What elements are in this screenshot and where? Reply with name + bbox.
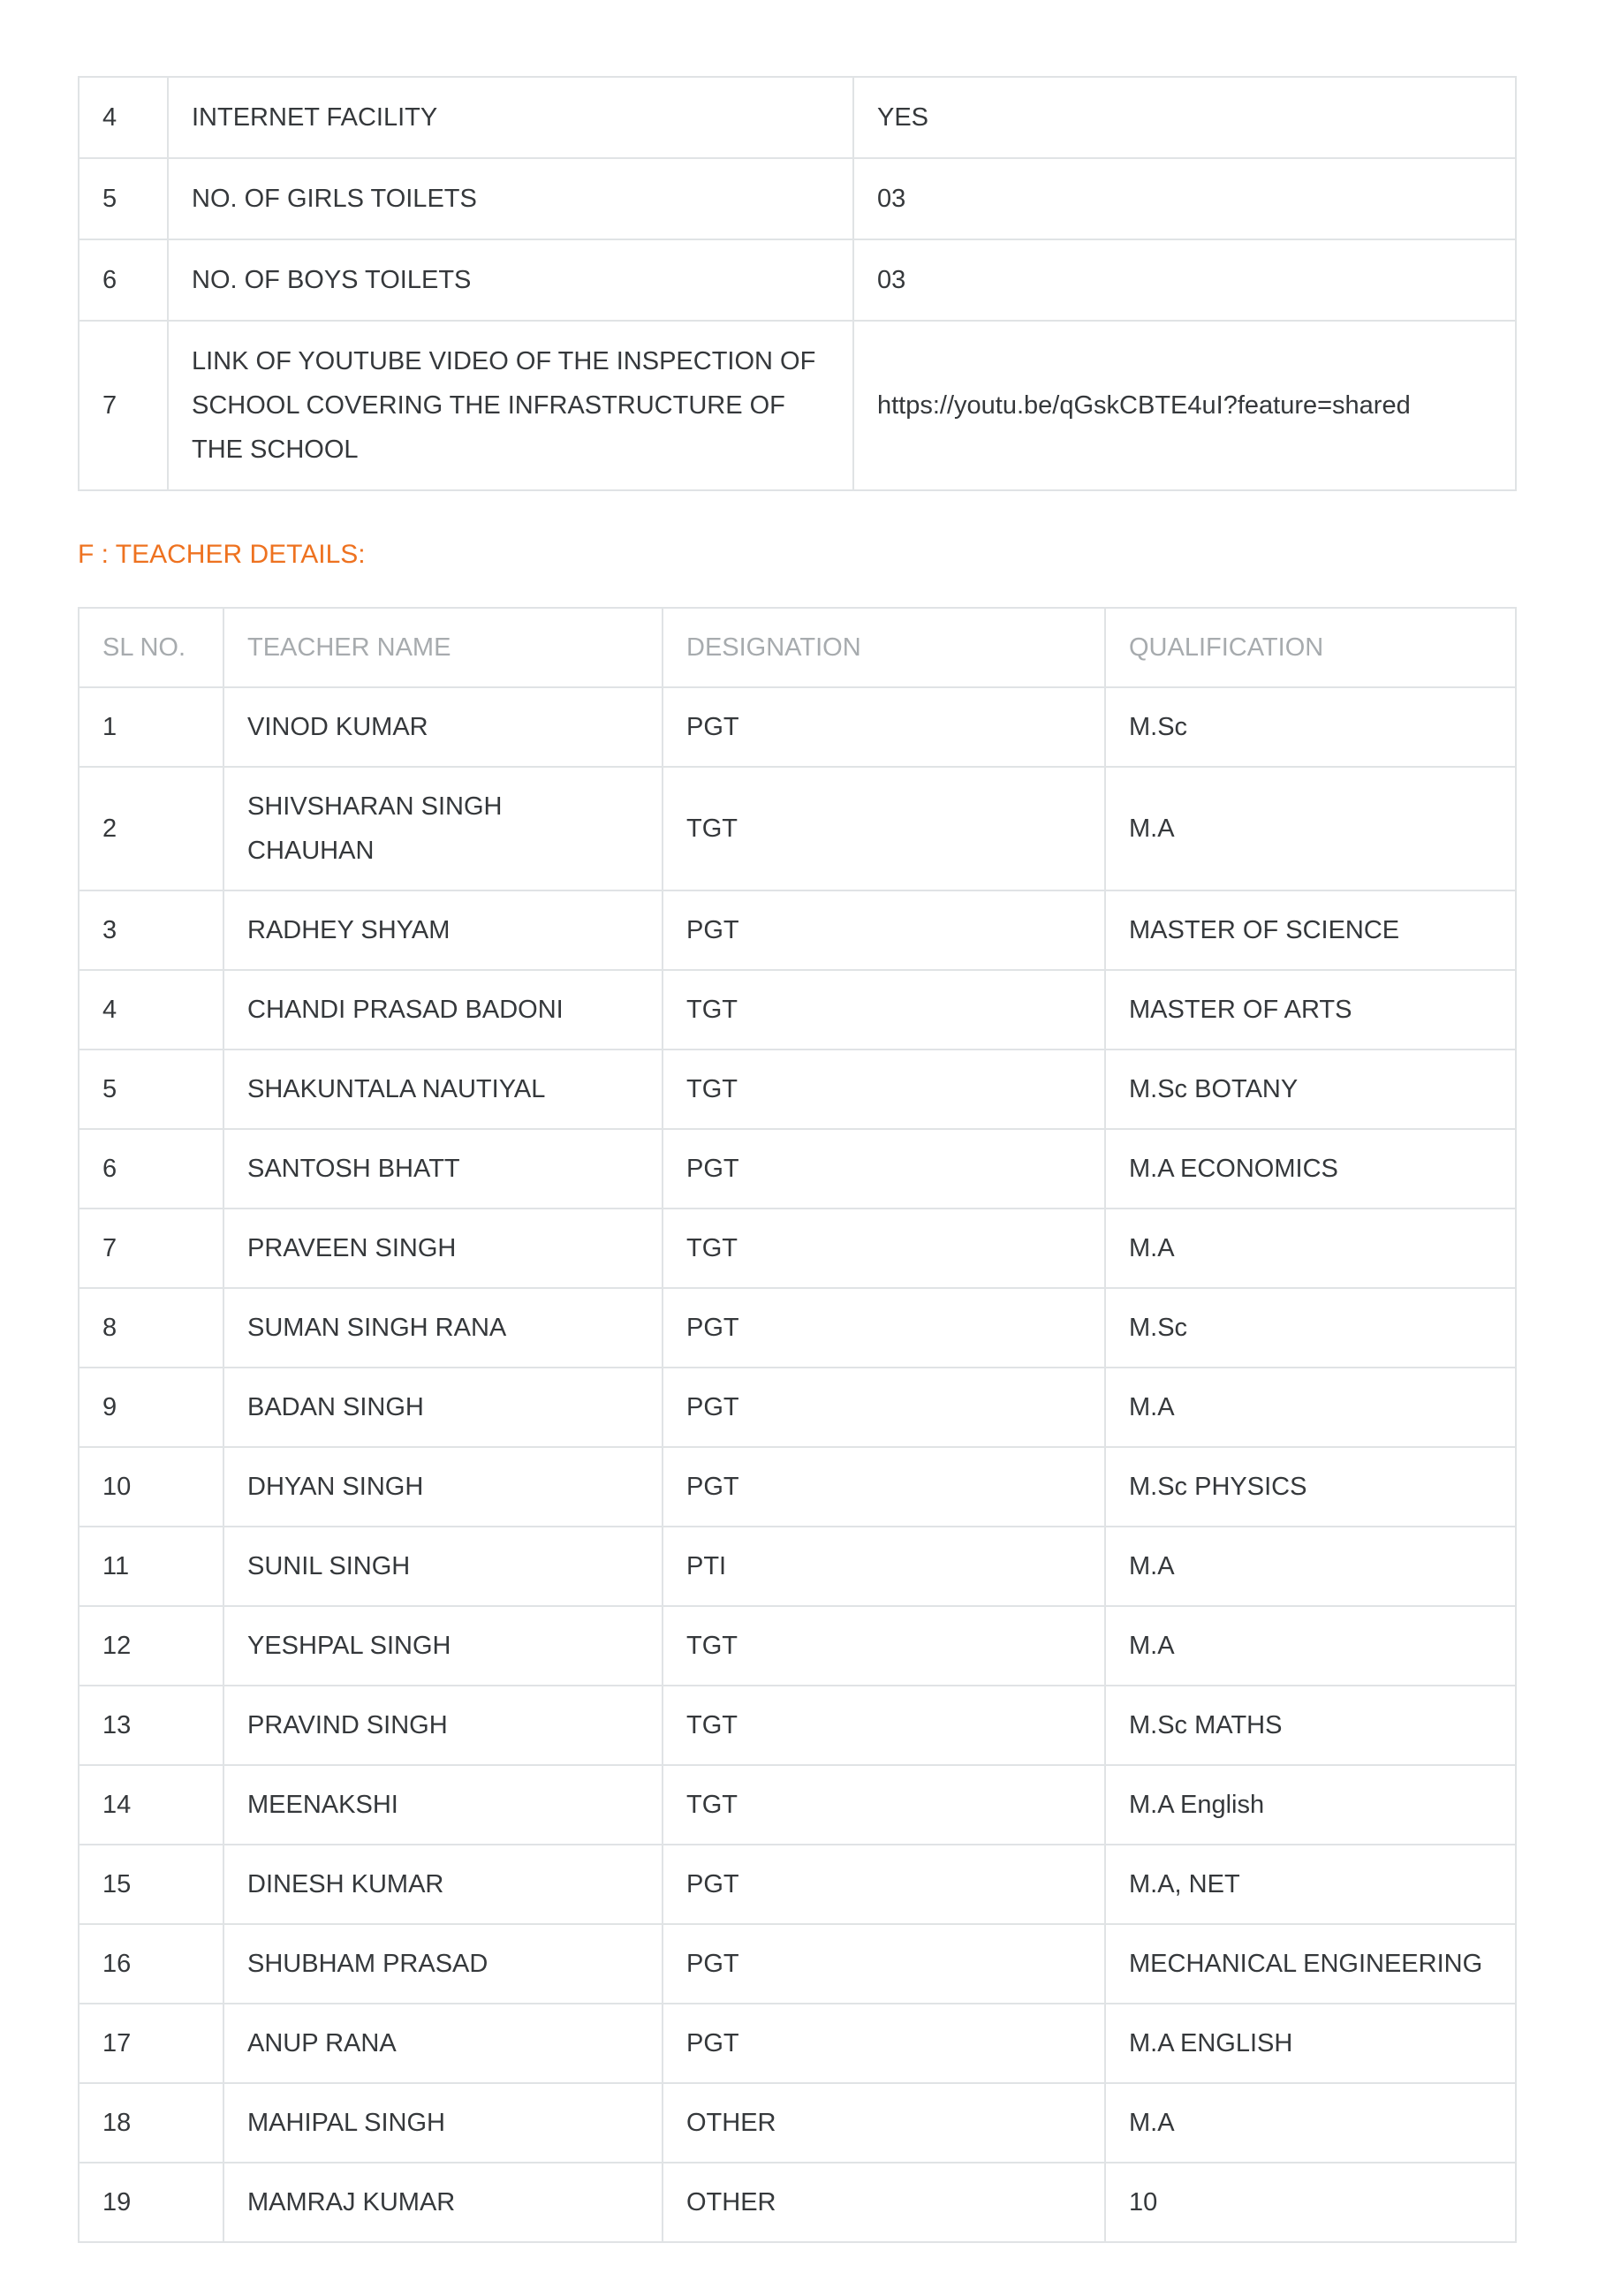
teacher-name-column-header: TEACHER NAME — [223, 608, 663, 687]
qualification-cell: M.A — [1105, 767, 1516, 890]
teacher-name-cell: PRAVEEN SINGH — [223, 1209, 663, 1288]
teacher-row — [79, 2163, 1516, 2242]
sl-no-cell: 7 — [79, 1209, 223, 1288]
teacher-row — [79, 1129, 1516, 1209]
teacher-row — [79, 1606, 1516, 1686]
designation-column-header: DESIGNATION — [663, 608, 1105, 687]
sl-no-cell: 13 — [79, 1686, 223, 1765]
teacher-row — [79, 2004, 1516, 2083]
item-value-cell: https://youtu.be/qGskCBTE4uI?feature=shared — [853, 321, 1516, 490]
teacher-name-cell: MAHIPAL SINGH — [223, 2083, 663, 2163]
qualification-cell: M.Sc PHYSICS — [1105, 1447, 1516, 1527]
teacher-row — [79, 1049, 1516, 1129]
teacher-details-section-heading: F : TEACHER DETAILS: — [78, 540, 366, 569]
qualification-cell: MASTER OF ARTS — [1105, 970, 1516, 1049]
row-number-cell: 5 — [79, 158, 168, 239]
qualification-cell: M.A — [1105, 2083, 1516, 2163]
designation-cell: PGT — [663, 1368, 1105, 1447]
item-label-cell: LINK OF YOUTUBE VIDEO OF THE INSPECTION OF SCHOOL COVERING THE INFRASTRUCTURE OF THE SCHOOL — [168, 321, 853, 490]
teacher-row — [79, 1288, 1516, 1368]
teacher-name-cell: SANTOSH BHATT — [223, 1129, 663, 1209]
teacher-row — [79, 767, 1516, 890]
designation-cell: PGT — [663, 1845, 1105, 1924]
qualification-cell: M.A ECONOMICS — [1105, 1129, 1516, 1209]
teacher-name-cell: VINOD KUMAR — [223, 687, 663, 767]
teacher-name-cell: BADAN SINGH — [223, 1368, 663, 1447]
teacher-name-cell: YESHPAL SINGH — [223, 1606, 663, 1686]
teacher-name-cell: DINESH KUMAR — [223, 1845, 663, 1924]
table-row — [79, 321, 1516, 490]
teacher-name-cell: ANUP RANA — [223, 2004, 663, 2083]
item-label-cell: NO. OF GIRLS TOILETS — [168, 158, 853, 239]
designation-cell: PGT — [663, 1288, 1105, 1368]
teacher-name-cell: CHANDI PRASAD BADONI — [223, 970, 663, 1049]
qualification-cell: M.A English — [1105, 1765, 1516, 1845]
item-value-cell: 03 — [853, 158, 1516, 239]
qualification-cell: MASTER OF SCIENCE — [1105, 890, 1516, 970]
teacher-row — [79, 687, 1516, 767]
qualification-cell: M.Sc BOTANY — [1105, 1049, 1516, 1129]
teacher-row — [79, 1765, 1516, 1845]
sl-no-cell: 9 — [79, 1368, 223, 1447]
sl-no-cell: 5 — [79, 1049, 223, 1129]
designation-cell: TGT — [663, 1049, 1105, 1129]
qualification-cell: M.Sc MATHS — [1105, 1686, 1516, 1765]
teacher-row — [79, 1686, 1516, 1765]
teacher-row — [79, 2083, 1516, 2163]
sl-no-cell: 15 — [79, 1845, 223, 1924]
teacher-row — [79, 1924, 1516, 2004]
sl-no-cell: 6 — [79, 1129, 223, 1209]
item-value-cell: YES — [853, 77, 1516, 158]
designation-cell: TGT — [663, 1209, 1105, 1288]
teacher-row — [79, 1368, 1516, 1447]
designation-cell: PGT — [663, 1924, 1105, 2004]
sl-no-cell: 16 — [79, 1924, 223, 2004]
table-row — [79, 158, 1516, 239]
teacher-row — [79, 970, 1516, 1049]
teacher-name-cell: SHUBHAM PRASAD — [223, 1924, 663, 2004]
designation-cell: TGT — [663, 1686, 1105, 1765]
designation-cell: OTHER — [663, 2163, 1105, 2242]
infrastructure-table — [78, 76, 1517, 491]
designation-cell: PGT — [663, 687, 1105, 767]
teacher-row — [79, 890, 1516, 970]
qualification-cell: M.Sc — [1105, 1288, 1516, 1368]
sl-no-cell: 11 — [79, 1527, 223, 1606]
table-row — [79, 239, 1516, 321]
qualification-cell: M.A — [1105, 1527, 1516, 1606]
sl-no-cell: 2 — [79, 767, 223, 890]
teacher-row — [79, 1447, 1516, 1527]
qualification-column-header: QUALIFICATION — [1105, 608, 1516, 687]
designation-cell: OTHER — [663, 2083, 1105, 2163]
designation-cell: PGT — [663, 890, 1105, 970]
qualification-cell: M.A, NET — [1105, 1845, 1516, 1924]
teacher-name-cell: MEENAKSHI — [223, 1765, 663, 1845]
teacher-name-cell: DHYAN SINGH — [223, 1447, 663, 1527]
teacher-table-header — [79, 608, 1516, 687]
table-row — [79, 77, 1516, 158]
designation-cell: TGT — [663, 1765, 1105, 1845]
sl-no-cell: 14 — [79, 1765, 223, 1845]
teacher-name-cell: SHAKUNTALA NAUTIYAL — [223, 1049, 663, 1129]
designation-cell: PGT — [663, 1447, 1105, 1527]
teacher-name-cell: SUNIL SINGH — [223, 1527, 663, 1606]
row-number-cell: 7 — [79, 321, 168, 490]
qualification-cell: M.A — [1105, 1606, 1516, 1686]
qualification-cell: M.A — [1105, 1368, 1516, 1447]
header-row — [79, 608, 1516, 687]
item-label-cell: INTERNET FACILITY — [168, 77, 853, 158]
teacher-row — [79, 1209, 1516, 1288]
sl-no-cell: 8 — [79, 1288, 223, 1368]
teacher-name-cell: MAMRAJ KUMAR — [223, 2163, 663, 2242]
teacher-name-cell: PRAVIND SINGH — [223, 1686, 663, 1765]
designation-cell: PTI — [663, 1527, 1105, 1606]
teacher-row — [79, 1845, 1516, 1924]
sl-no-cell: 17 — [79, 2004, 223, 2083]
teacher-row — [79, 1527, 1516, 1606]
row-number-cell: 4 — [79, 77, 168, 158]
designation-cell: PGT — [663, 1129, 1105, 1209]
sl-no-cell: 4 — [79, 970, 223, 1049]
qualification-cell: M.A ENGLISH — [1105, 2004, 1516, 2083]
item-label-cell: NO. OF BOYS TOILETS — [168, 239, 853, 321]
sl-no-cell: 1 — [79, 687, 223, 767]
qualification-cell: M.A — [1105, 1209, 1516, 1288]
teacher-name-cell: SUMAN SINGH RANA — [223, 1288, 663, 1368]
sl-no-cell: 18 — [79, 2083, 223, 2163]
sl-no-cell: 19 — [79, 2163, 223, 2242]
qualification-cell: M.Sc — [1105, 687, 1516, 767]
teacher-details-table — [78, 607, 1517, 2243]
teacher-table-body — [79, 687, 1516, 2242]
sl-no-column-header: SL NO. — [79, 608, 223, 687]
designation-cell: TGT — [663, 767, 1105, 890]
qualification-cell: MECHANICAL ENGINEERING — [1105, 1924, 1516, 2004]
sl-no-cell: 10 — [79, 1447, 223, 1527]
designation-cell: PGT — [663, 2004, 1105, 2083]
qualification-cell: 10 — [1105, 2163, 1516, 2242]
designation-cell: TGT — [663, 1606, 1105, 1686]
row-number-cell: 6 — [79, 239, 168, 321]
sl-no-cell: 12 — [79, 1606, 223, 1686]
infrastructure-table-body — [79, 77, 1516, 490]
teacher-name-cell: SHIVSHARAN SINGH CHAUHAN — [223, 767, 663, 890]
sl-no-cell: 3 — [79, 890, 223, 970]
designation-cell: TGT — [663, 970, 1105, 1049]
teacher-name-cell: RADHEY SHYAM — [223, 890, 663, 970]
item-value-cell: 03 — [853, 239, 1516, 321]
